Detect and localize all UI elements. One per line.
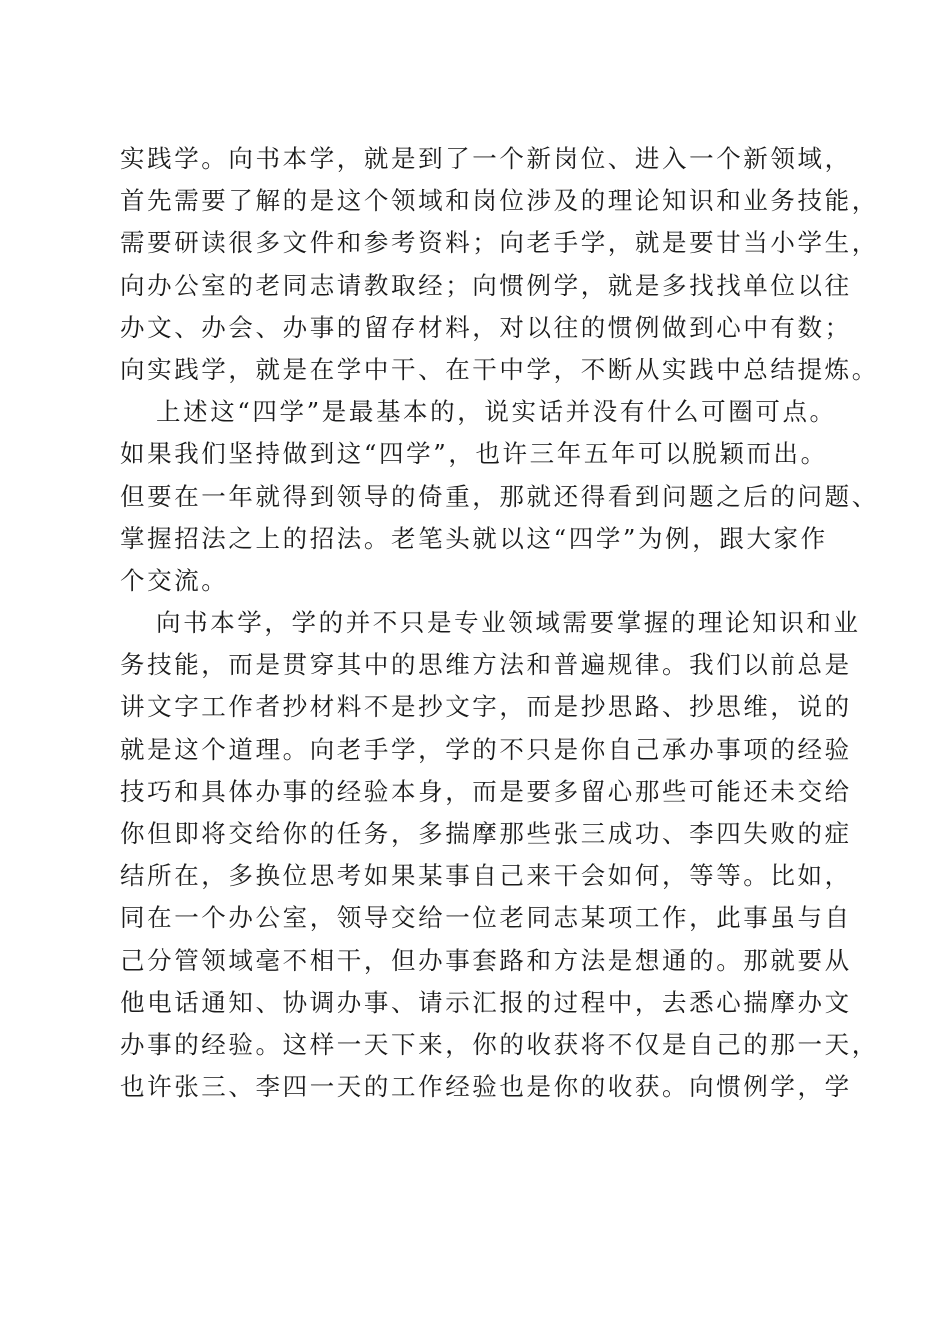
text-line: 己分管领域毫不相干，但办事套路和方法是想通的。那就要从 (120, 945, 852, 975)
text-line: 向实践学，就是在学中干、在干中学，不断从实践中总结提炼。 (120, 354, 879, 384)
text-line: 务技能，而是贯穿其中的思维方法和普遍规律。我们以前总是 (120, 650, 852, 680)
text-line: 也许张三、李四一天的工作经验也是你的收获。向惯例学，学 (120, 1072, 852, 1102)
text-line: 技巧和具体办事的经验本身，而是要多留心那些可能还未交给 (120, 776, 852, 806)
text-line: 同在一个办公室，领导交给一位老同志某项工作，此事虽与自 (120, 903, 852, 933)
text-line: 实践学。向书本学，就是到了一个新岗位、进入一个新领域， (120, 144, 852, 173)
text-line: 如果我们坚持做到这“四学”，也许三年五年可以脱颖而出。 (120, 439, 828, 469)
text-line: 你但即将交给你的任务，多揣摩那些张三成功、李四失败的症 (120, 819, 852, 848)
text-line: 他电话通知、协调办事、请示汇报的过程中，去悉心揣摩办文 (120, 987, 852, 1017)
text-line: 就是这个道理。向老手学，学的不只是你自己承办事项的经验 (120, 734, 852, 764)
text-line: 向办公室的老同志请教取经；向惯例学，就是多找找单位以往 (120, 270, 852, 300)
text-line: 需要研读很多文件和参考资料；向老手学，就是要甘当小学生， (120, 228, 879, 258)
text-line: 结所在，多换位思考如果某事自己来干会如何，等等。比如， (120, 861, 852, 891)
text-line: 首先需要了解的是这个领域和岗位涉及的理论知识和业务技能， (120, 186, 879, 216)
text-line: 个交流。 (120, 565, 229, 595)
text-line: 但要在一年就得到领导的倚重，那就还得看到问题之后的问题、 (120, 481, 879, 511)
paragraph-start-line: 向书本学，学的并不只是专业领域需要掌握的理论知识和业 (156, 608, 861, 638)
text-line: 掌握招法之上的招法。老笔头就以这“四学”为例，跟大家作 (120, 523, 828, 553)
body-text (120, 138, 879, 1108)
text-line: 讲文字工作者抄材料不是抄文字，而是抄思路、抄思维，说的 (120, 692, 852, 722)
text-line: 办文、办会、办事的留存材料，对以往的惯例做到心中有数； (120, 312, 852, 342)
paragraph-start-line: 上述这“四学”是最基本的，说实话并没有什么可圈可点。 (156, 397, 837, 427)
text-line: 办事的经验。这样一天下来，你的收获将不仅是自己的那一天， (120, 1029, 879, 1059)
